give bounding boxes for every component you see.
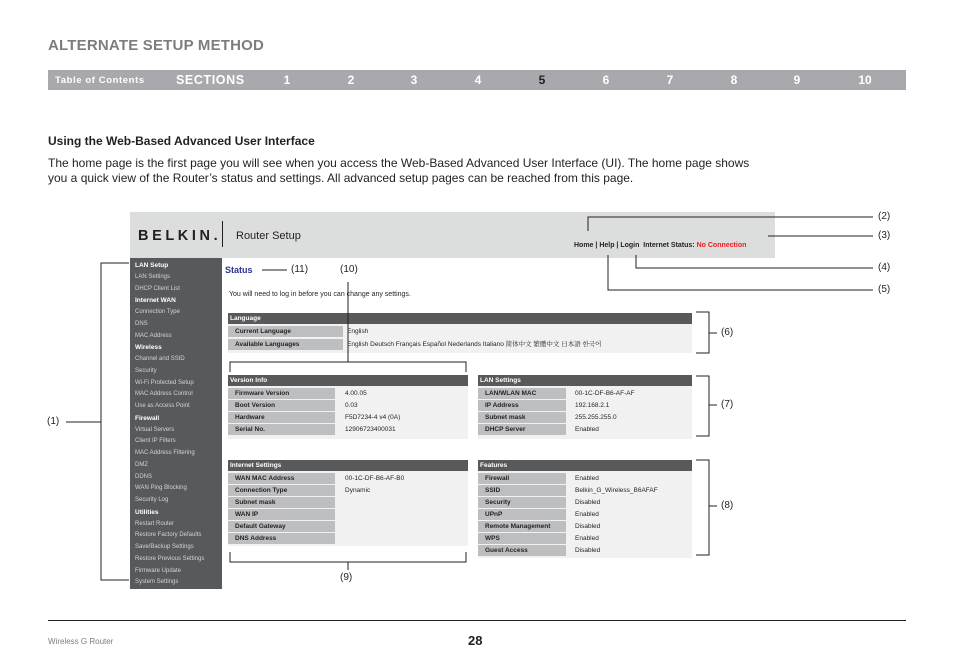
sidebar-menu-item[interactable]: Restore Previous Settings (135, 555, 205, 562)
row-key: DNS Address (228, 533, 335, 544)
row-value: Dynamic (345, 487, 371, 494)
row-key: Guest Access (478, 545, 566, 556)
footer-rule (48, 620, 906, 621)
language-panel-title: Language (228, 313, 692, 324)
row-value: F5D7234-4 v4 (0A) (345, 414, 401, 421)
connection-status: No Connection (696, 242, 747, 249)
sidebar-menu-item[interactable]: Restart Router (135, 520, 175, 527)
row-value: Disabled (575, 499, 601, 506)
sidebar-menu-item[interactable]: Restore Factory Defaults (135, 532, 202, 539)
sidebar-menu-item[interactable]: MAC Address Control (135, 391, 193, 398)
sidebar-section-heading[interactable]: Firewall (135, 414, 160, 422)
row-key: Firmware Version (228, 388, 335, 399)
row-key: Connection Type (228, 485, 335, 496)
row-key: LAN/WLAN MAC (478, 388, 566, 399)
sidebar-menu-item[interactable]: MAC Address Filtering (135, 450, 195, 456)
callout-10-bracket (230, 362, 466, 372)
callout-9-bracket (230, 552, 466, 562)
callout-7-bracket (696, 376, 709, 436)
section-link-10[interactable]: 10 (858, 73, 872, 87)
callout-1: (1) (47, 416, 60, 427)
table-of-contents-link[interactable]: Table of Contents (55, 75, 145, 86)
row-value: 0.03 (345, 402, 358, 409)
callout-5-leader (608, 255, 873, 290)
sidebar-menu-item[interactable]: Save/Backup Settings (135, 544, 194, 550)
section-link-9[interactable]: 9 (793, 73, 801, 87)
sidebar-section-heading[interactable]: Utilities (135, 508, 159, 516)
row-value: Enabled (575, 535, 599, 542)
callout-8-bracket (696, 460, 709, 555)
row-key: Subnet mask (228, 497, 335, 508)
intro-paragraph: The home page is the first page you will see when you access the Web-Based Advanced User Interface (UI). The home page shows you a quick view of the Router’s status and settings. All advanced setup pages can be reached from this page. (48, 156, 750, 185)
row-value: Enabled (575, 426, 599, 433)
row-key: Boot Version (228, 400, 335, 411)
internet-settings-title: Internet Settings (228, 460, 468, 471)
lan-settings-title: LAN Settings (478, 375, 692, 386)
sidebar-menu-item[interactable]: Channel and SSID (135, 356, 185, 362)
sidebar-menu-item[interactable]: Use as Access Point (135, 403, 190, 409)
row-key: SSID (478, 485, 566, 496)
sidebar-menu-item[interactable]: DHCP Client List (135, 285, 180, 292)
callout-9: (9) (340, 572, 353, 583)
sidebar-menu-item[interactable]: Security (135, 367, 157, 374)
belkin-logo: BELKIN. (138, 228, 222, 244)
section-link-7[interactable]: 7 (666, 73, 674, 87)
section-link-2[interactable]: 2 (347, 73, 355, 87)
callout-2: (2) (878, 211, 891, 222)
features-title: Features (478, 460, 692, 471)
row-key: Default Gateway (228, 521, 335, 532)
subsection-heading: Using the Web-Based Advanced User Interface (48, 134, 315, 148)
row-key: UPnP (478, 509, 566, 520)
home-link[interactable]: Home (574, 242, 594, 249)
language-options[interactable]: English Deutsch Français Español Nederlands Italiano 简体中文 繁體中文 日本語 한국어 (347, 341, 602, 348)
callout-4-leader (636, 255, 873, 268)
sidebar-menu-item[interactable]: System Settings (135, 579, 179, 586)
callout-1-bracket (101, 263, 129, 580)
callout-5: (5) (878, 284, 891, 295)
page-number: 28 (468, 633, 483, 648)
callout-3: (3) (878, 230, 891, 241)
sidebar-menu-item[interactable]: MAC Address (135, 332, 172, 339)
row-key: Firewall (478, 473, 566, 484)
row-value: 4.00.05 (345, 390, 367, 397)
sidebar-menu-item[interactable]: Security Log (135, 497, 169, 503)
sidebar-menu-item[interactable]: Firmware Update (135, 567, 182, 574)
row-value: Disabled (575, 547, 601, 554)
row-key: Available Languages (228, 339, 343, 350)
row-key: IP Address (478, 400, 566, 411)
help-link[interactable]: Help (599, 242, 615, 249)
top-links: Home | Help | Login Internet Status: No Connection (574, 242, 747, 249)
callout-11: (11) (291, 264, 309, 275)
router-setup-title: Router Setup (236, 230, 301, 242)
section-link-3[interactable]: 3 (410, 73, 418, 87)
sidebar-menu-item[interactable]: DMZ (135, 461, 148, 468)
sidebar-menu-item[interactable]: WAN Ping Blocking (135, 485, 187, 492)
row-value: 12906723400031 (345, 426, 396, 433)
sidebar-section-heading[interactable]: Wireless (135, 344, 162, 352)
row-value: Belkin_G_Wireless_B6AFAF (575, 487, 658, 494)
status-link[interactable]: Status (225, 265, 253, 275)
sidebar-menu-item[interactable]: Client IP Filters (135, 438, 176, 445)
row-value: Enabled (575, 511, 599, 518)
row-value: 192.168.2.1 (575, 402, 610, 409)
sections-label: SECTIONS (176, 73, 245, 87)
section-link-8[interactable]: 8 (730, 73, 738, 87)
row-key: Current Language (228, 326, 343, 337)
sidebar-menu-item[interactable]: DDNS (135, 473, 153, 480)
row-key: WPS (478, 533, 566, 544)
sidebar-section-heading[interactable]: LAN Setup (135, 262, 169, 269)
row-key: Security (478, 497, 566, 508)
row-key: Subnet mask (478, 412, 566, 423)
section-link-5[interactable]: 5 (538, 73, 546, 87)
sidebar-menu-item[interactable]: LAN Settings (135, 273, 171, 280)
sidebar-menu-item[interactable]: Connection Type (135, 309, 180, 315)
internet-status-label: Internet Status: (643, 242, 695, 249)
row-key: Serial No. (228, 424, 335, 435)
section-link-4[interactable]: 4 (474, 73, 482, 87)
section-title: ALTERNATE SETUP METHOD (48, 37, 265, 54)
row-key: DHCP Server (478, 424, 566, 435)
footer-product-name: Wireless G Router (48, 637, 114, 646)
row-key: Hardware (228, 412, 335, 423)
callout-4: (4) (878, 262, 891, 273)
callout-2-leader (588, 217, 873, 231)
section-link-1[interactable]: 1 (283, 73, 291, 87)
row-value: Disabled (575, 523, 601, 530)
version-info-title: Version Info (228, 375, 468, 386)
row-key: Remote Management (478, 521, 566, 532)
section-link-6[interactable]: 6 (602, 73, 610, 87)
row-value: English (347, 328, 369, 335)
row-value: 00-1C-DF-B6-AF-AF (575, 390, 635, 397)
callout-7: (7) (721, 399, 734, 410)
login-link[interactable]: Login (620, 242, 640, 249)
callout-6-bracket (696, 312, 709, 353)
login-notice: You will need to log in before you can change any settings. (229, 291, 411, 298)
sidebar-menu-item[interactable]: DNS (135, 320, 148, 327)
row-value: 00-1C-DF-B6-AF-B0 (345, 475, 405, 482)
callout-8: (8) (721, 500, 734, 511)
row-value: 255.255.255.0 (575, 414, 617, 421)
row-value: Enabled (575, 475, 599, 482)
sidebar-menu-item[interactable]: Virtual Servers (135, 426, 175, 433)
callout-10: (10) (340, 264, 358, 275)
sidebar-menu-item[interactable]: Wi-Fi Protected Setup (135, 379, 194, 386)
row-key: WAN IP (228, 509, 335, 520)
sidebar-section-heading[interactable]: Internet WAN (135, 297, 176, 305)
row-key: WAN MAC Address (228, 473, 335, 484)
callout-6: (6) (721, 327, 734, 338)
